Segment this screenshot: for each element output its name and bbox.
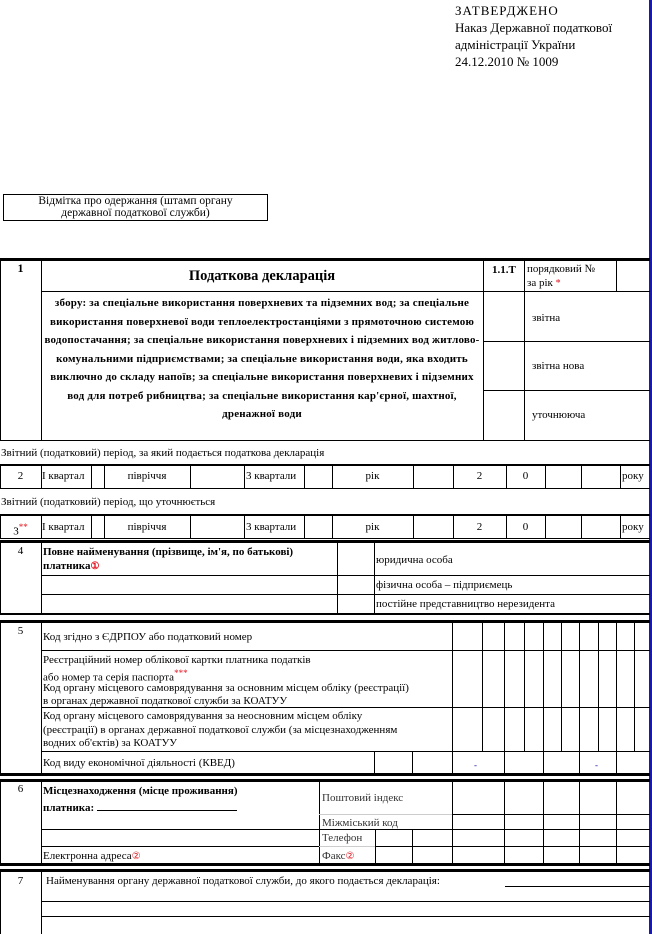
clarified-year-digit-4-field[interactable]	[582, 516, 619, 537]
tax-office-field-2[interactable]	[42, 917, 649, 932]
year-digit-4-field[interactable]	[582, 466, 619, 487]
period-label: Звітний (податковий) період, за який подається податкова декларація	[1, 447, 325, 459]
clarified-year-digit-3-field[interactable]	[546, 516, 580, 537]
year-suffix: року	[622, 470, 644, 482]
divider	[524, 258, 525, 441]
period-q3-label: 3 квартали	[246, 470, 297, 482]
legal-entity-label: юридична особа	[376, 554, 453, 566]
divider	[620, 515, 621, 539]
divider	[41, 781, 42, 864]
entrepreneur-checkbox[interactable]	[338, 576, 373, 593]
tax-office-label: Найменування органу державної податкової служби, до якого подається декларація:	[46, 875, 440, 887]
divider	[0, 622, 1, 774]
divider	[319, 846, 375, 847]
divider	[620, 465, 621, 489]
clarified-year-digit-1: 2	[476, 521, 483, 533]
koatuu-secondary-field[interactable]	[453, 708, 649, 750]
form-code: 1.1.Т	[492, 264, 516, 276]
section4-bottom-border	[0, 613, 650, 615]
section1-top-border	[0, 258, 650, 261]
approval-authority: адміністрації України	[455, 37, 576, 52]
declaration-title: Податкова декларація	[188, 268, 336, 284]
period-q1-checkbox[interactable]	[92, 466, 103, 487]
divider	[41, 258, 42, 441]
divider	[0, 258, 1, 441]
period-half-checkbox[interactable]	[191, 466, 243, 487]
period-q1-label: І квартал	[42, 470, 85, 482]
stamp-line2: державної податкової служби)	[61, 207, 210, 219]
section5-bottom-border	[0, 773, 650, 776]
serial-label-year: за рік *	[527, 277, 561, 289]
clarified-half-checkbox[interactable]	[191, 516, 243, 537]
address-field[interactable]	[42, 830, 318, 845]
edrpou-label: Код згідно з ЄДРПОУ або податковий номер	[43, 631, 253, 643]
type-new-reporting-checkbox[interactable]	[484, 342, 523, 389]
divider	[244, 465, 245, 489]
period-year-checkbox[interactable]	[414, 466, 452, 487]
approval-order: Наказ Державної податкової	[455, 20, 613, 35]
kved-label: Код виду економічної діяльності (КВЕД)	[43, 757, 235, 769]
clarified-q1-label: І квартал	[42, 521, 85, 533]
divider	[244, 515, 245, 539]
payer-name-field-2[interactable]	[42, 595, 336, 612]
intercity-code-field[interactable]	[453, 815, 649, 828]
type-clarifying-checkbox[interactable]	[484, 391, 523, 439]
payer-name-label: Повне найменування (прізвище, ім'я, по батькові) платника①	[43, 546, 294, 572]
type-clarifying-label: уточнююча	[532, 409, 586, 421]
serial-label: порядковий №	[527, 263, 596, 275]
intercity-code-label: Міжміський код	[322, 817, 398, 829]
registration-number-label: Реєстраційний номер облікової картки платника податків або номер та серія паспорта***	[43, 654, 311, 684]
approval-title: ЗАТВЕРДЖЕНО	[455, 3, 559, 18]
clarified-year-digit-2: 0	[522, 521, 529, 533]
kved-separator-1: -	[474, 760, 477, 770]
type-reporting-label: звітна	[532, 312, 561, 324]
section6-bottom-border	[0, 863, 650, 866]
approval-date: 24.12.2010 № 1009	[455, 54, 559, 69]
koatuu-secondary-label: Код органу місцевого самоврядування за неосновним місцем обліку (реєстрації) в органах державної податкової служби (за місцезнаходженням водних об'єктів) за КОАТУУ	[43, 710, 398, 749]
serial-number-field[interactable]	[617, 259, 649, 290]
section2-bottom-border	[0, 488, 650, 489]
section3-bottom-border	[0, 538, 650, 539]
clarified-year-checkbox[interactable]	[414, 516, 452, 537]
address-label: Місцезнаходження (місце проживання) платника:	[43, 785, 238, 814]
declaration-subject: збору: за спеціальне використання поверхневих та підземних вод; за спеціальне використання поверхневої води теплоелектростанціями з прямоточною системою водопостачання; за спеціальне використання поверхневих і підземних вод житлово-комунальними підприємствами; за спеціальне використання води, яка входить виключно до складу напоїв; за спеціальне використання поверхневих і підземних вод для потреб рибництва; за спеціальне використання кар'єрної, шахтної, дренажної води	[44, 297, 480, 420]
tax-office-field-1[interactable]	[42, 902, 649, 915]
section3-number: 3**	[13, 522, 28, 538]
address-underline	[97, 799, 237, 811]
type-new-reporting-label: звітна нова	[532, 360, 585, 372]
section4-top-border	[0, 540, 650, 543]
nonresident-checkbox[interactable]	[338, 595, 373, 612]
type-reporting-checkbox[interactable]	[484, 292, 523, 340]
section7-top-border	[0, 869, 650, 872]
nonresident-label: постійне представництво нерезидента	[376, 598, 555, 610]
approval-block	[455, 2, 612, 70]
section4-number: 4	[17, 545, 24, 557]
divider	[319, 781, 320, 864]
period-year-label: рік	[365, 470, 380, 482]
phone-label: Телефон	[322, 832, 363, 844]
clarified-year-suffix: року	[622, 521, 644, 533]
year-digit-2: 0	[522, 470, 529, 482]
edrpou-code-field[interactable]	[453, 624, 649, 649]
clarified-q3-checkbox[interactable]	[305, 516, 331, 537]
divider	[41, 846, 319, 847]
stamp-line1: Відмітка про одержання (штамп органу	[38, 195, 233, 207]
phone-field[interactable]	[376, 830, 649, 845]
fax-field[interactable]	[376, 847, 649, 862]
divider	[319, 814, 453, 815]
email-label: Електронна адреса②	[43, 850, 141, 862]
period-half-label: півріччя	[127, 470, 167, 482]
year-digit-1: 2	[476, 470, 483, 482]
divider	[498, 440, 650, 441]
section1-number: 1	[17, 261, 24, 275]
section1-bottom-border	[0, 440, 498, 441]
receipt-stamp-box	[3, 194, 268, 221]
registration-number-field[interactable]	[453, 651, 649, 706]
section7-number: 7	[17, 875, 24, 887]
kved-separator-2: -	[595, 760, 598, 770]
legal-entity-checkbox[interactable]	[338, 542, 373, 574]
year-digit-3-field[interactable]	[546, 466, 580, 487]
postal-code-field[interactable]	[453, 782, 649, 813]
tax-office-underline	[505, 886, 650, 887]
koatuu-main-label: Код органу місцевого самоврядування за основним місцем обліку (реєстрації) в органах державної податкової служби за КОАТУУ	[43, 682, 409, 707]
clarified-q3-label: 3 квартали	[246, 521, 297, 533]
postal-code-label: Поштовий індекс	[322, 792, 404, 804]
section2-number: 2	[17, 470, 24, 482]
section5-number: 5	[17, 625, 24, 637]
period-q3-checkbox[interactable]	[305, 466, 331, 487]
section5-top-border	[0, 620, 650, 623]
fax-label: Факс②	[322, 850, 355, 862]
kved-code-field[interactable]	[375, 752, 649, 772]
payer-name-field-1[interactable]	[42, 576, 336, 593]
entrepreneur-label: фізична особа – підприємець	[376, 579, 513, 591]
clarified-year-label: рік	[365, 521, 380, 533]
section6-number: 6	[17, 783, 24, 795]
period-clarified-label: Звітний (податковий) період, що уточнюється	[1, 496, 216, 508]
clarified-q1-checkbox[interactable]	[92, 516, 103, 537]
clarified-half-label: півріччя	[127, 521, 167, 533]
divider	[41, 291, 483, 292]
divider	[374, 541, 375, 614]
